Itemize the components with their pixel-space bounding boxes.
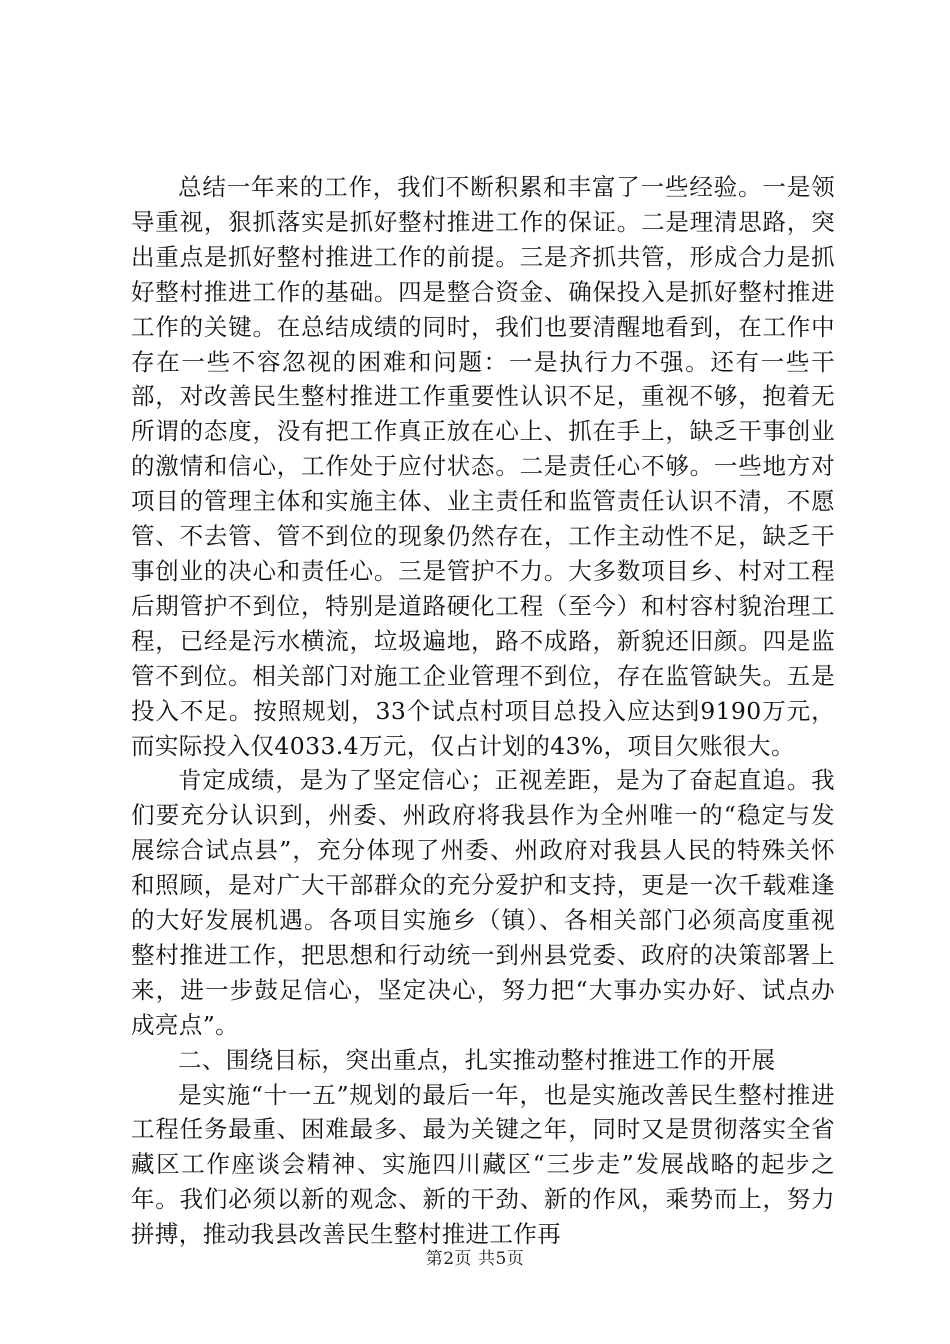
section-heading: 二、围绕目标，突出重点，扎实推动整村推进工作的开展 (178, 1045, 776, 1074)
paragraph-section-intro: 是实施“十一五”规划的最后一年，也是实施改善民生整村推进工程任务最重、困难最多、最为关键之年，同时又是贯彻落实全省藏区工作座谈会精神、实施四川藏区“三步走”发展战略的起步之年。我们必须以新的观念、新的干劲、新的作风，乘势而上，努力拼搏，推动我县改善民生整村推进工作再 (131, 1080, 835, 1249)
paragraph-confidence: 肯定成绩，是为了坚定信心；正视差距，是为了奋起直追。我们要充分认识到，州委、州政府将我县作为全州唯一的“稳定与发展综合试点县”，充分体现了州委、州政府对我县人民的特殊关怀和照顾，是对广大干部群众的充分爱护和支持，更是一次千载难逢的大好发展机遇。各项目实施乡（镇）、各相关部门必须高度重视整村推进工作，把思想和行动统一到州县党委、政府的决策部署上来，进一步鼓足信心，坚定决心，努力把“大事办实办好、试点办成亮点”。 (131, 766, 835, 1039)
document-body (131, 170, 835, 1252)
page-number-footer: 第2页 共5页 (425, 1249, 525, 1269)
paragraph-summary: 总结一年来的工作，我们不断积累和丰富了一些经验。一是领导重视，狠抓落实是抓好整村推进工作的保证。二是理清思路，突出重点是抓好整村推进工作的前提。三是齐抓共管，形成合力是抓好整村推进工作的基础。四是整合资金、确保投入是抓好整村推进工作的关键。在总结成绩的同时，我们也要清醒地看到，在工作中存在一些不容忽视的困难和问题：一是执行力不强。还有一些干部，对改善民生整村推进工作重要性认识不足，重视不够，抱着无所谓的态度，没有把工作真正放在心上、抓在手上，缺乏干事创业的激情和信心，工作处于应付状态。二是责任心不够。一些地方对项目的管理主体和实施主体、业主责任和监管责任认识不清，不愿管、不去管、管不到位的现象仍然存在，工作主动性不足，缺乏干事创业的决心和责任心。三是管护不力。大多数项目乡、村对工程后期管护不到位，特别是道路硬化工程（至今）和村容村貌治理工程，已经是污水横流，垃圾遍地，路不成路，新貌还旧颜。四是监管不到位。相关部门对施工企业管理不到位，存在监管缺失。五是投入不足。按照规划，33个试点村项目总投入应达到9190万元，而实际投入仅4033.4万元，仅占计划的43%，项目欠账很大。 (131, 173, 835, 760)
